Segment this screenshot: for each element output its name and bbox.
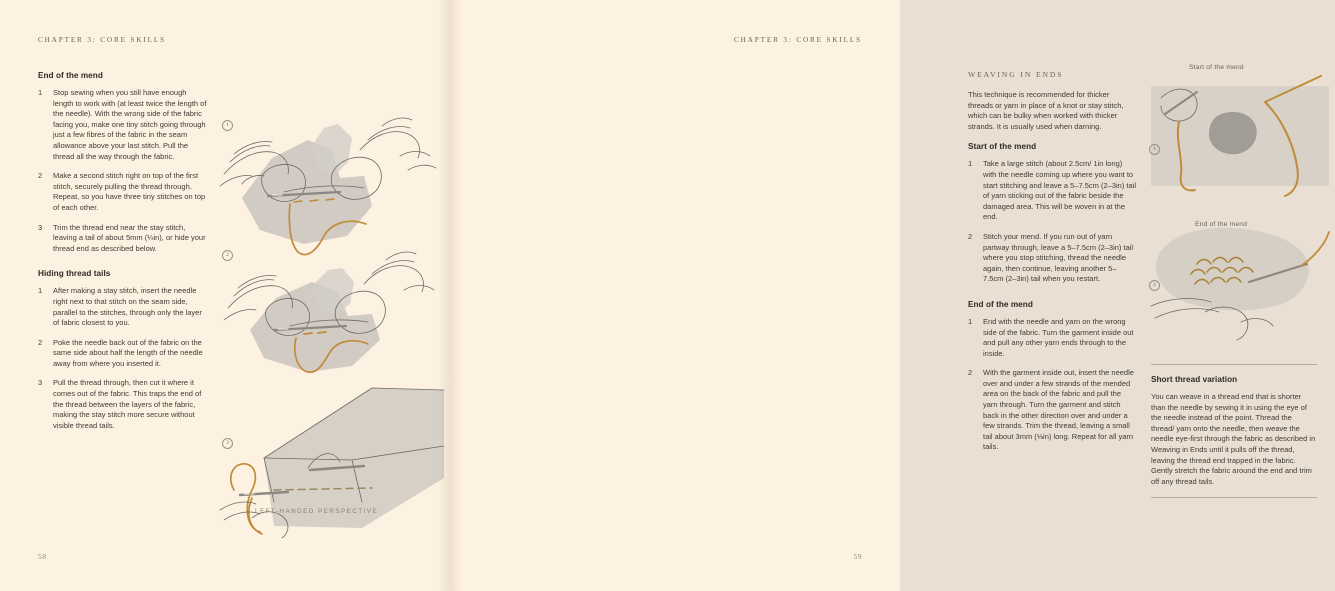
list-item xyxy=(38,171,208,213)
step-text: End with the needle and yarn on the wrong side of the fabric. Turn the garment inside out and pull any other yarn ends through to the inside. xyxy=(983,316,1134,358)
step-text: Trim the thread end near the stay stitch, leaving a tail of about 5mm (¼in), or hide your thread end as described below. xyxy=(53,222,206,253)
steps-start-of-the-mend xyxy=(968,159,1136,285)
figure-marker-2: 2 xyxy=(222,250,233,261)
step-number: 2 xyxy=(968,368,973,378)
intro-paragraph: This technique is recommended for thicker threads or yarn in place of a knot or stay stitch, which can be bulky when worked with thicker strands. It is usually used when darning. xyxy=(968,90,1124,131)
list-item xyxy=(38,378,208,431)
step-text: Stitch your mend. If you run out of yarn partway through, leave a 5–7.5cm (2–3in) tail where you stop stitching, thread the needle again, then continue, leaving another 5–7.5cm (2–3in) tail when you restart. xyxy=(983,231,1134,284)
step-text: Pull the thread through, then cut it where it comes out of the fabric. This traps the end of the thread between the layers of the fabric, making the stay stitch more secure without visible thread tails. xyxy=(53,378,202,430)
page-number-left: 58 xyxy=(38,552,47,561)
section-heading-end-of-the-mend: End of the mend xyxy=(38,71,103,80)
running-head-left: CHAPTER 3: CORE SKILLS xyxy=(38,36,166,44)
figure-label-end-of-the-mend: End of the mend xyxy=(1195,221,1248,228)
divider-top xyxy=(1151,364,1317,365)
step-number: 2 xyxy=(38,171,43,181)
section-title-weaving-in-ends: WEAVING IN ENDS xyxy=(968,70,1064,79)
step-text: Take a large stitch (about 2.5cm/ 1in long) with the needle coming up where you want to start stitching and leave a 5–7.5cm (2–3in) tail of yarn sticking out of the fabric beside the damaged area. This will be woven in at the end. xyxy=(983,159,1136,222)
list-item xyxy=(38,223,208,255)
steps-hiding-thread-tails xyxy=(38,286,208,431)
right-illustrations xyxy=(1145,58,1335,348)
figure-label-start-of-the-mend: Start of the mend xyxy=(1189,64,1244,71)
list-item xyxy=(968,368,1136,453)
steps-end-of-the-mend-right xyxy=(968,317,1136,453)
step-text: Poke the needle back out of the fabric on the same side about half the length of the needle away from where you inserted it. xyxy=(53,337,203,368)
figure-caption-left: LEFT-HANDED PERSPECTIVE xyxy=(255,508,379,515)
page-number-right: 59 xyxy=(853,552,862,561)
figure-marker-1: 1 xyxy=(222,120,233,131)
list-item xyxy=(968,317,1136,359)
step-text: Stop sewing when you still have enough length to work with (at least twice the length of the needle). With the wrong side of the fabric facing you, make one tiny stitch going through just a few fibres of the fabric in the seam allowance above your last stitch. Pull the thread all the way through the fabric. xyxy=(53,88,207,161)
sidebar-text: You can weave in a thread end that is shorter than the needle by sewing it in using the eye of the needle instead of the point. Thread the thread/ yarn onto the needle, then weave the needle eye-first through the fabric as described in Weaving in Ends until it pulls off the thread, leaving the thread end trapped in the fabric. Gently stretch the fabric around the end and trim off any thread tails. xyxy=(1151,392,1316,486)
figure-marker-2-right: 2 xyxy=(1149,280,1160,291)
list-item xyxy=(968,232,1136,285)
list-item xyxy=(968,159,1136,223)
step-text: Make a second stitch right on top of the first stitch, securely pulling the thread through. Repeat, so you have three tiny stitches on top of each other. xyxy=(53,171,206,212)
list-item xyxy=(38,88,208,162)
step-number: 2 xyxy=(968,231,973,241)
sewing-illustrations-left xyxy=(212,58,444,528)
short-thread-variation-box xyxy=(1151,364,1317,498)
right-page xyxy=(450,0,1316,591)
left-page xyxy=(0,0,450,591)
steps-end-of-the-mend xyxy=(38,88,208,254)
right-text-column xyxy=(968,70,1136,462)
divider-bottom xyxy=(1151,497,1317,498)
step-number: 1 xyxy=(38,286,43,296)
step-number: 1 xyxy=(38,88,43,97)
step-text: With the garment inside out, insert the needle over and under a few strands of the mended area on the back of the fabric and pull the yarn through. Turn the garment and stitch back in the other direction over and under a few strands. Trim the thread, leaving a small tail about 3mm (⅛in) long. Repeat for all yarn tails. xyxy=(983,368,1134,452)
step-number: 1 xyxy=(968,159,973,169)
left-text-column xyxy=(38,70,208,440)
figure-marker-1-right: 1 xyxy=(1149,144,1160,155)
list-item xyxy=(38,286,208,328)
step-number: 1 xyxy=(968,316,973,326)
sidebar-heading: Short thread variation xyxy=(1151,375,1238,384)
section-heading-hiding-thread-tails: Hiding thread tails xyxy=(38,269,111,279)
section-heading-start-of-the-mend: Start of the mend xyxy=(968,142,1037,152)
running-head-right: CHAPTER 3: CORE SKILLS xyxy=(734,36,862,44)
left-illustrations xyxy=(212,58,444,528)
step-number: 3 xyxy=(38,222,43,232)
step-number: 2 xyxy=(38,337,43,347)
section-heading-end-of-the-mend-right: End of the mend xyxy=(968,299,1033,309)
list-item xyxy=(38,338,208,370)
step-text: After making a stay stitch, insert the needle right next to that stitch on the seam side, parallel to the stitches, through only the layer of fabric closest to you. xyxy=(53,286,202,328)
weaving-illustrations-right xyxy=(1145,58,1335,348)
figure-marker-3: 3 xyxy=(222,438,233,449)
step-number: 3 xyxy=(38,378,43,388)
